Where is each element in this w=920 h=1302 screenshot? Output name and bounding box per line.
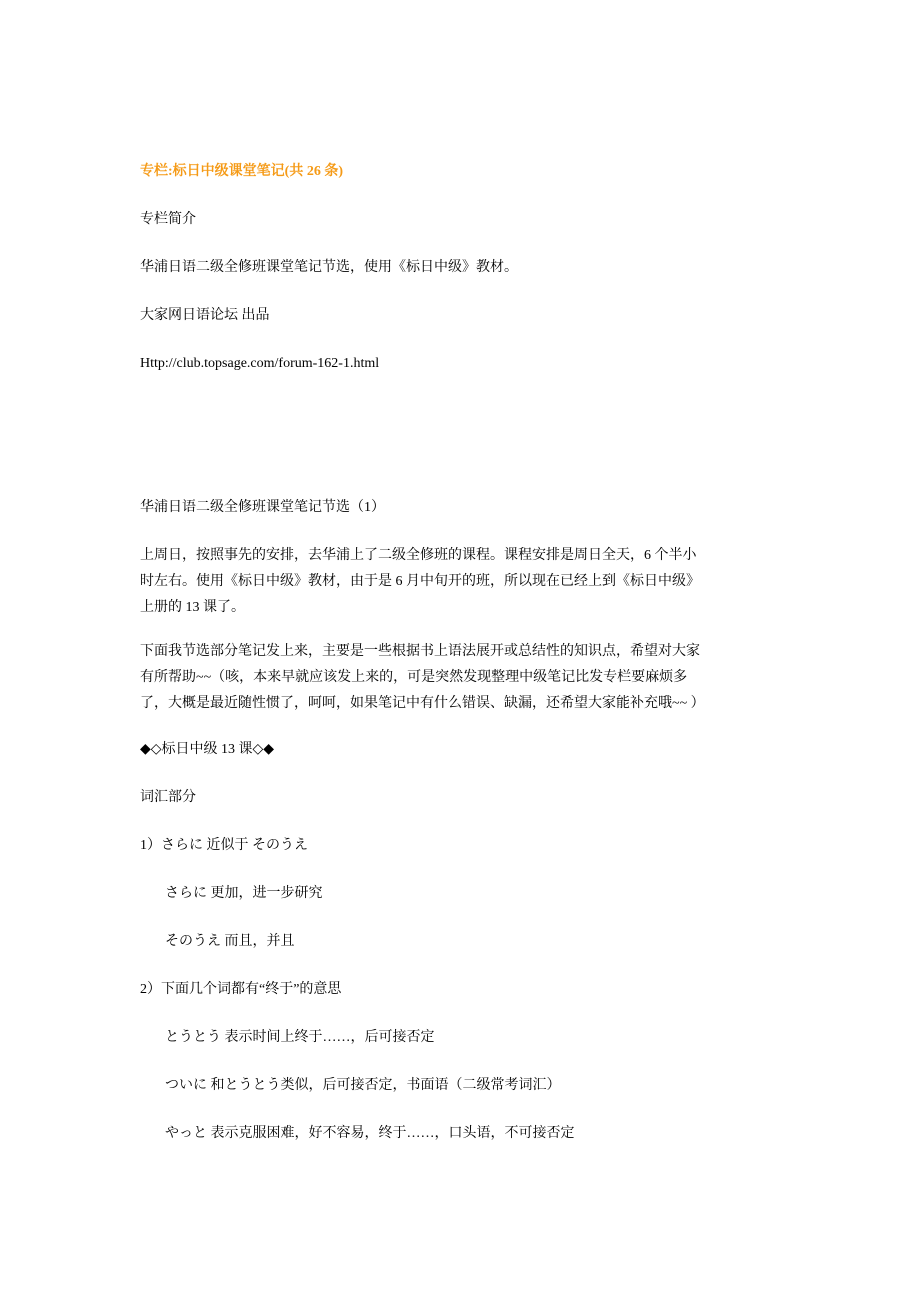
paragraph-line: 时左右。使用《标日中级》教材，由于是 6 月中旬开的班，所以现在已经上到《标日中级》 [140, 574, 700, 589]
paragraph-line: 了，大概是最近随性惯了，呵呵，如果笔记中有什么错误、缺漏，还希望大家能补充哦~~ ） [140, 696, 705, 711]
section-heading: 词汇部分 [140, 790, 196, 805]
vocab-subitem: そのうえ 而且，并且 [165, 934, 295, 949]
paragraph-line: 有所帮助~~（咳，本来早就应该发上来的，可是突然发现整理中级笔记比发专栏要麻烦多 [140, 670, 688, 685]
intro-heading: 专栏简介 [140, 212, 196, 227]
intro-text: 华浦日语二级全修班课堂笔记节选，使用《标日中级》教材。 [140, 260, 518, 275]
article-paragraph-2 [140, 639, 790, 717]
vocab-subitem: やっと 表示克服困难，好不容易，终于……，口头语，不可接否定 [165, 1126, 575, 1141]
vocab-subitem: さらに 更加，进一步研究 [165, 886, 323, 901]
paragraph-line: 上周日，按照事先的安排，去华浦上了二级全修班的课程。课程安排是周日全天，6 个半小 [140, 548, 697, 563]
vocab-item-1: 1）さらに 近似于 そのうえ [140, 838, 308, 853]
vocab-item-2: 2）下面几个词都有“终于”的意思 [140, 982, 342, 997]
forum-link[interactable]: Http://club.topsage.com/forum-162-1.html [140, 356, 380, 371]
column-title: 专栏:标日中级课堂笔记(共 26 条) [140, 164, 343, 179]
vocab-subitem: ついに 和とうとう类似，后可接否定，书面语（二级常考词汇） [165, 1078, 561, 1093]
lesson-heading: ◆◇标日中级 13 课◇◆ [140, 742, 275, 757]
article-paragraph-1 [140, 543, 790, 621]
paragraph-line: 上册的 13 课了。 [140, 600, 245, 615]
paragraph-line: 下面我节选部分笔记发上来，主要是一些根据书上语法展开或总结性的知识点，希望对大家 [140, 644, 700, 659]
vocab-subitem: とうとう 表示时间上终于……，后可接否定 [165, 1030, 435, 1045]
article-heading: 华浦日语二级全修班课堂笔记节选（1） [140, 500, 385, 515]
publisher-credit: 大家网日语论坛 出品 [140, 308, 270, 323]
